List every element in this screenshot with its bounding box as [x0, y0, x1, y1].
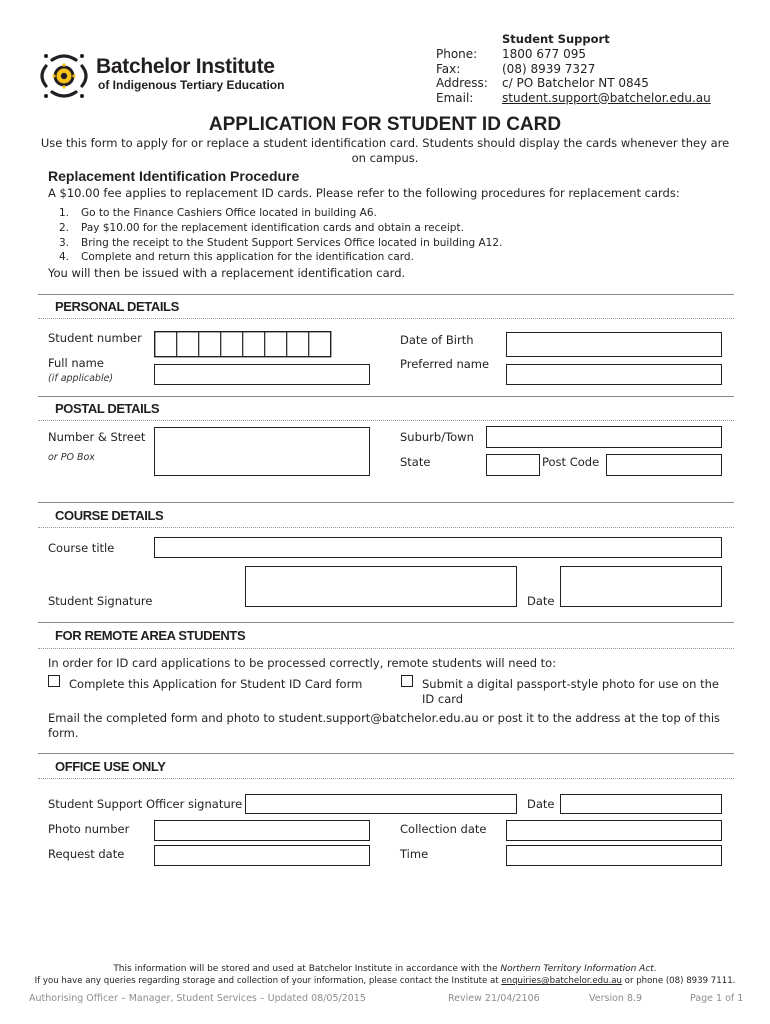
student-number-field[interactable] [154, 331, 332, 362]
photo-number-field[interactable] [154, 820, 370, 841]
course-title-field[interactable] [154, 537, 722, 558]
course-date-label: Date [527, 594, 555, 608]
act-name: Northern Territory Information Act. [500, 964, 657, 974]
street-field[interactable] [154, 427, 370, 476]
street-label: Number & Street [48, 430, 146, 444]
student-signature-label: Student Signature [48, 594, 153, 608]
phone-label: Phone: [436, 47, 478, 61]
request-date-label: Request date [48, 847, 125, 861]
replacement-steps [48, 206, 502, 265]
dob-field[interactable] [506, 332, 722, 357]
complete-form-label: Complete this Application for Student ID Card form [69, 677, 363, 691]
section-heading-postal: POSTAL DETAILS [55, 401, 160, 416]
contact-block [436, 47, 711, 105]
fax-label: Fax: [436, 61, 461, 76]
divider [38, 318, 734, 319]
replacement-closing: You will then be issued with a replacement identification card. [48, 266, 406, 280]
institute-logo [34, 48, 94, 104]
office-date-label: Date [527, 797, 555, 811]
list-item: 3. Bring the receipt to the Student Support Services Office located in building A12. [59, 236, 503, 249]
remote-email-text-line2: form. [48, 726, 79, 740]
postcode-label: Post Code [542, 455, 600, 469]
officer-signature-label: Student Support Officer signature [48, 797, 243, 811]
time-field[interactable] [506, 845, 722, 866]
intro-text-line2: on campus. [351, 151, 419, 165]
replacement-heading: Replacement Identification Procedure [48, 168, 300, 184]
contact-heading: Student Support [502, 32, 610, 46]
divider [38, 420, 734, 421]
course-title-label: Course title [48, 541, 115, 555]
list-item: 1. Go to the Finance Cashiers Office located in building A6. [59, 207, 377, 219]
photo-number-label: Photo number [48, 822, 130, 836]
divider [38, 502, 734, 503]
divider [38, 527, 734, 528]
intro-text-line1: Use this form to apply for or replace a student identification card. Students should display the cards whenever they are [40, 136, 730, 150]
section-heading-course: COURSE DETAILS [55, 508, 164, 523]
privacy-note-line1: This information will be stored and used at Batchelor Institute in accordance with the Northern Territory Information Act. [113, 964, 657, 974]
po-box-label: or PO Box [48, 452, 95, 463]
full-name-label: Full name [48, 356, 104, 370]
replacement-fee-text: A $10.00 fee applies to replacement ID cards. Please refer to the following procedures for replacement cards: [48, 186, 680, 200]
student-signature-field[interactable] [245, 566, 517, 607]
complete-form-checkbox[interactable] [48, 675, 60, 687]
suburb-field[interactable] [486, 426, 722, 448]
divider [38, 648, 734, 649]
submit-photo-label-line1: Submit a digital passport-style photo for use on the [422, 677, 719, 691]
collection-date-label: Collection date [400, 822, 487, 836]
phone-value: 1800 677 095 [502, 47, 586, 61]
email-label: Email: [436, 90, 474, 105]
authorising-officer: Authorising Officer – Manager, Student Services – Updated 08/05/2015 [29, 993, 366, 1004]
office-date-field[interactable] [560, 794, 722, 814]
divider [38, 294, 734, 295]
state-label: State [400, 455, 431, 469]
postcode-field[interactable] [606, 454, 722, 476]
request-date-field[interactable] [154, 845, 370, 866]
privacy-note-line2: If you have any queries regarding storage and collection of your information, please contact the Institute at enquiries@batchelor.edu.au or phone (08) 8939 7111. [34, 976, 736, 986]
course-date-field[interactable] [560, 566, 722, 607]
if-applicable-note: (if applicable) [48, 373, 114, 384]
time-label: Time [400, 847, 429, 861]
submit-photo-checkbox[interactable] [401, 675, 413, 687]
preferred-name-label: Preferred name [400, 357, 490, 371]
form-title: APPLICATION FOR STUDENT ID CARD [208, 114, 562, 135]
review-date: Review 21/04/2106 [448, 993, 540, 1004]
batchelor-logo-icon [34, 48, 94, 104]
email-link[interactable]: student.support@batchelor.edu.au [502, 90, 711, 105]
institute-subtitle: of Indigenous Tertiary Education [98, 78, 285, 92]
enquiries-email-link[interactable]: enquiries@batchelor.edu.au [501, 976, 622, 986]
divider [38, 753, 734, 754]
list-item: 2. Pay $10.00 for the replacement identification cards and obtain a receipt. [59, 221, 464, 234]
address-label: Address: [436, 76, 488, 91]
version: Version 8.9 [589, 993, 643, 1004]
fax-value: (08) 8939 7327 [502, 61, 596, 76]
suburb-label: Suburb/Town [400, 430, 474, 444]
divider [38, 778, 734, 779]
preferred-name-field[interactable] [506, 364, 722, 385]
divider [38, 622, 734, 623]
collection-date-field[interactable] [506, 820, 722, 841]
state-field[interactable] [486, 454, 540, 476]
full-name-field[interactable] [154, 364, 370, 385]
submit-photo-label-line2: ID card [422, 692, 464, 706]
institute-name: Batchelor Institute [96, 55, 275, 78]
remote-intro: In order for ID card applications to be processed correctly, remote students will need to: [48, 656, 557, 670]
dob-label: Date of Birth [400, 333, 474, 347]
remote-email-text-line1: Email the completed form and photo to student.support@batchelor.edu.au or post it to the address at the top of this [48, 711, 721, 725]
officer-signature-field[interactable] [245, 794, 517, 814]
divider [38, 396, 734, 397]
list-item: 4. Complete and return this application for the identification card. [59, 251, 414, 264]
address-value: c/ PO Batchelor NT 0845 [502, 76, 649, 91]
page-number: Page 1 of 1 [690, 993, 744, 1004]
section-heading-personal: PERSONAL DETAILS [55, 299, 179, 314]
section-heading-remote: FOR REMOTE AREA STUDENTS [55, 628, 246, 643]
student-number-label: Student number [48, 331, 142, 345]
student-number-boxes [154, 331, 332, 358]
section-heading-office: OFFICE USE ONLY [55, 759, 166, 774]
